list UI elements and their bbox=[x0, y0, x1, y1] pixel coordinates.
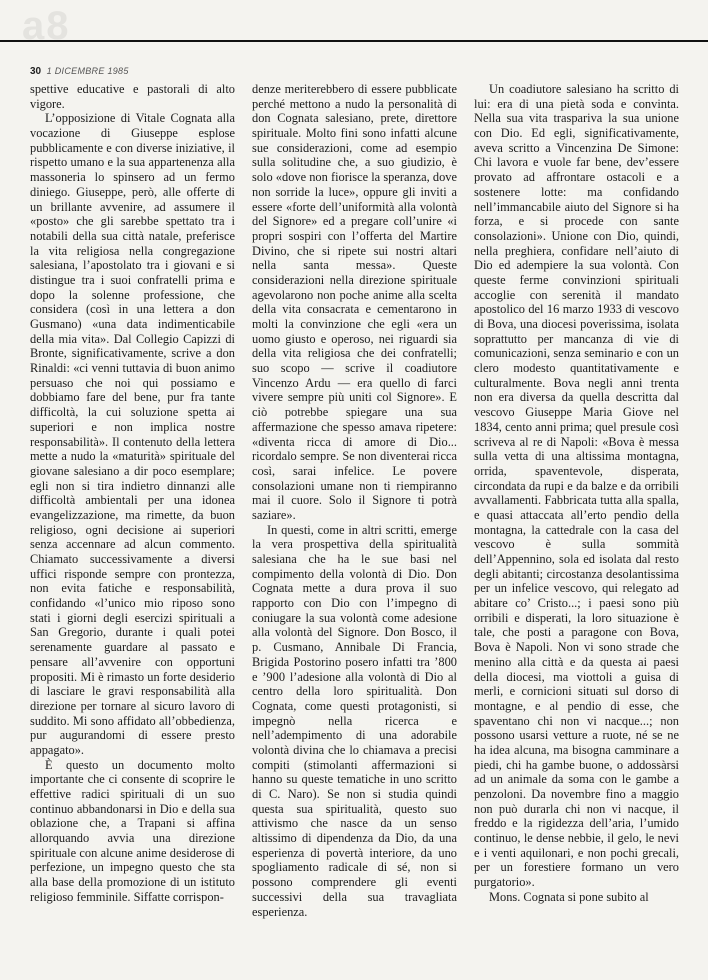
paragraph: In questi, come in altri scritti, emerge la vera prospettiva della spiritualità salesiana che ha le sue basi nel compimento della volontà di Dio. Don Cognata mette a dura prova il suo rapporto con Dio con l’impegno di coniugare la sua volontà come adesione alla volontà del Signore. Don Bosco, il p. Cusmano, Annibale Di Francia, Brigida Postorino posero infatti tra ’800 e ’900 l’adesione alla volontà di Dio al centro della loro spiritualità. Don Cognata, come questi protagonisti, si impegnò nella ricerca e nell’adempimento di una adorabile volontà divina che lo chiamava a precisi compiti (stimolanti affermazioni si hanno su queste tematiche in uno scritto di C. Naro). Se non si studia quindi questa sua spiritualità, questo suo attivismo che nasce da un senso altissimo di dipendenza da Dio, da una esperienza di povertà interiore, da uno spogliamento radicale di sé, non si possono comprendere gli eventi successivi della sua travagliata esperienza. bbox=[252, 522, 457, 919]
text-column-3 bbox=[474, 82, 679, 962]
paragraph: Un coadiutore salesiano ha scritto di lui: era di una pietà soda e convinta. Nella sua vita traspariva la sua unione con Dio. Ed egli, significativamente, aveva scritto a Vincenzina De Simone: Chi lavora e vuole far bene, dev’essere provato ad affrontare ostacoli e a sostenere lotte: ma confidando nell’immancabile aiuto del Signore si ha forza, e si procede con sante consolazioni». Unione con Dio, quindi, nella preghiera, confidare nell’aiuto di Dio ed adempiere la sua volontà. Con queste ferme convinzioni spirituali accoglie con serenità il mandato apostolico del 16 marzo 1933 di vescovo di Bova, una diocesi poverissima, isolata soprattutto per mancanza di vie di comunicazioni, senza seminario e con un clero modesto quantitativamente e culturalmente. Bova negli anni trenta non era diversa da quella descritta dal vescovo Giuseppe Maria Giove nel 1834, cento anni prima; quel presule così scriveva al re di Napoli: «Bova è messa sulla vetta di una altissima montagna, orrida, spaventevole, disperata, circondata da rupi e da balze e da orribili avvallamenti. Fabbricata tutta alla spalla, e quasi attaccata all’erto pendìo della montagna, la cattedrale con la casa del vescovo è sulla sommità dell’Appennino, sola ed isolata dal resto degli abitanti; circostanza desolantissima per un infelice vescovo, qui relegato ad abitare co’ Cristo...; i paesi sono più orribili e disperati, la loro situazione è tale, che posti a paragone con Bova, Bova è Napoli. Non vi sono strade che menino alla città e da questa ai paesi della diocesi, ma viottoli a guisa di merli, e cornicioni situati sul dorso di montagne, e al pendio di esse, che spaventano chi non vi nacque...; non possono usarsi vetture a ruote, né se ne ha idea alcuna, ma bisogna camminare a piedi, chi ha gambe buone, o addossàrsi ad un animale da soma con le gambe a penzoloni. Da novembre fino a maggio non può durarla chi non vi nacque, il freddo e la rigidezza dell’aria, l’umido continuo, le dense nebbie, il gelo, le nevi e i venti aquilonari, e non pochi grecali, per un forestiere formano un vero purgatorio». bbox=[474, 82, 679, 890]
top-rule bbox=[0, 40, 708, 42]
running-header bbox=[30, 66, 129, 77]
page-number: 30 bbox=[30, 66, 42, 77]
paragraph: denze meriterebbero di essere pubblicate perché mettono a nudo la personalità di don Cognata salesiano, prete, direttore spirituale. Molto fini sono infatti alcune sue considerazioni, come ad esempio sulla solitudine che, a suo giudizio, è solo «dove non fiorisce la speranza, dove non sorride la luce», oppure gli inviti a essere «forte dell’uniformità alla volontà del Signore» ed a pregare coll’unire «i propri sospiri con l’offerta del Martire Divino, che si ripete sui nostri altari nella santa messa». Queste considerazioni nella direzione spirituale agevolarono non poche anime alla scelta della vita consacrata e cementarono in molti la convinzione che egli «era un uomo giusto e operoso, nei riguardi sia della vita religiosa che dei confratelli; suo scopo — scrive il coadiutore Vincenzo Ardu — era quello di farci vivere sempre più uniti col Signore». E ciò potrebbe spiegare una sua affermazione che spesso amava ripetere: «diventa ricca di amore di Dio... ricordalo sempre. Se non diventerai ricca così, sarai infelice. Le povere consolazioni umane non ti riempiranno mai il cuore. Solo il Signore ti potrà saziare». bbox=[252, 82, 457, 522]
paragraph: spettive educative e pastorali di alto vigore. bbox=[30, 82, 235, 111]
paragraph: L’opposizione di Vitale Cognata alla vocazione di Giuseppe esplose pubblicamente e con diverse iniziative, il rispetto umano e la sua appartenenza alla massoneria lo spinsero ad un fermo diniego. Giuseppe, però, alle offerte di un brillante avvenire, ad assumere il «posto» che gli sarebbe spettato tra i notabili della sua città natale, preferisce la vita religiosa nella congregazione salesiana, l’apostolato tra i giovani e si distingue tra i suoi confratelli prima e dopo la solenne professione, che considera (così in una lettera a don Gusmano) «una data indimenticabile della mia vita». Dal Collegio Capizzi di Bronte, significativamente, scrive a don Rinaldi: «ci venni tuttavia di buon animo persuaso che noi qui possiamo e dobbiamo fare del bene, pur fra tante difficoltà, la cui soluzione spetta ai superiori e non implica nostre responsabilità». Il contenuto della lettera mette a nudo la «maturità» spirituale del giovane salesiano a dir poco esemplare; egli non si tira indietro dinnanzi alle difficoltà ambientali per una idonea evangelizzazione, ma rimette, da buon religioso, ogni decisione ai superiori senza accennare ad alcun commento. Chiamato successivamente a diversi uffici risponde sempre con prontezza, non evita fatiche e responsabilità, confidando «l’unico mio riposo sono stati i giorni degli esercizi spirituali a San Gregorio, durante i quali potei serenamente guardare al passato e pensare all’avvenire con opportuni propositi. Mi è rimasto un forte desiderio di lasciare le gravi responsabilità alla direzione per tornare al sicuro lavoro di suddito. Mi sono affidato all’obbedienza, pur augurandomi di essere presto appagato». bbox=[30, 111, 235, 757]
background-watermark: a8 bbox=[22, 4, 71, 48]
text-column-1 bbox=[30, 82, 235, 962]
text-column-2 bbox=[252, 82, 457, 962]
paragraph: È questo un documento molto importante che ci consente di scoprire le effettive radici spirituali di un suo continuo abbandonarsi in Dio e della sua oblazione che, a Trapani si affina allorquando avvia una direzione spirituale con alcune anime desiderose di perfezione, un impegno questo che sta alla base della promozione di un istituto religioso femminile. Siffatte corrispon- bbox=[30, 757, 235, 904]
paragraph: Mons. Cognata si pone subito al bbox=[489, 889, 649, 904]
issue-date: 1 DICEMBRE 1985 bbox=[46, 66, 129, 76]
